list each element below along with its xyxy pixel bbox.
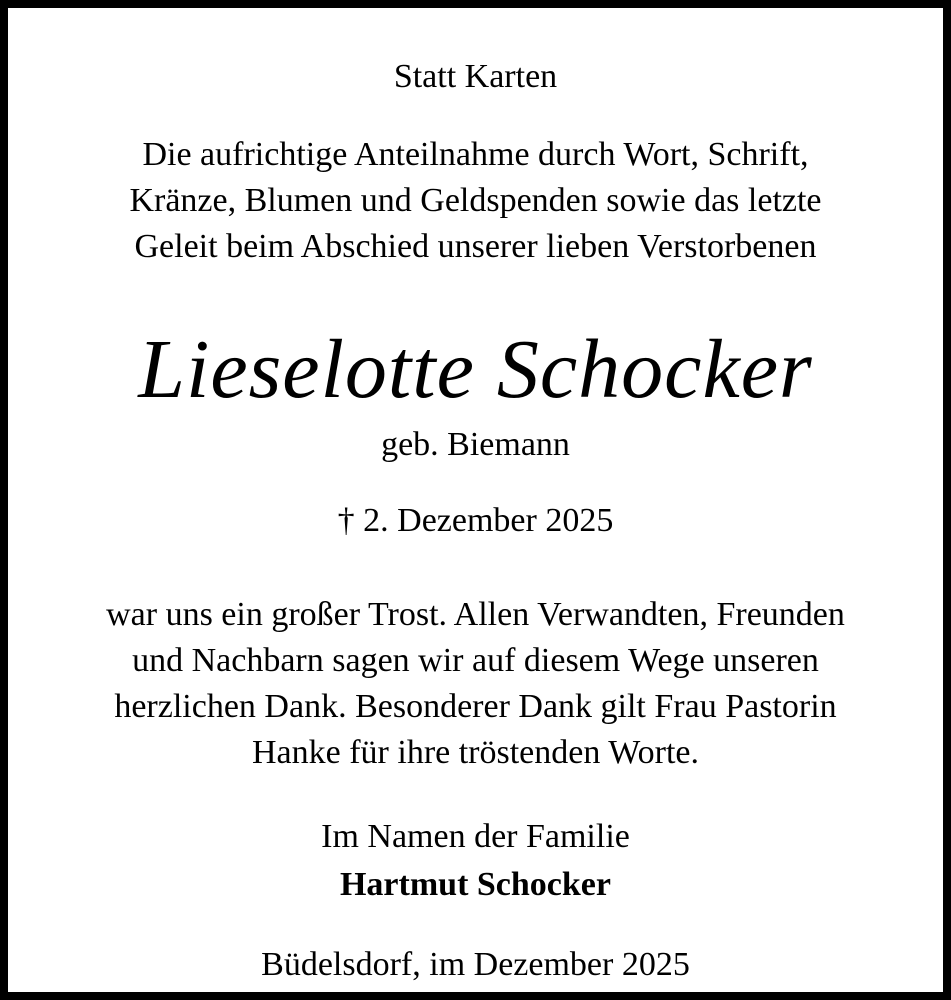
intro-line: Geleit beim Abschied unserer lieben Verstorbenen <box>134 228 817 265</box>
maiden-name: geb. Biemann <box>381 426 570 463</box>
thanks-line: herzlichen Dank. Besonderer Dank gilt Frau Pastorin <box>114 688 837 725</box>
place-date: Büdelsdorf, im Dezember 2025 <box>261 946 690 983</box>
notice-heading: Statt Karten <box>393 58 558 95</box>
family-line: Im Namen der Familie <box>321 818 630 855</box>
intro-line: Die aufrichtige Anteilnahme durch Wort, Schrift, <box>142 136 809 173</box>
intro-line: Kränze, Blumen und Geldspenden sowie das letzte <box>129 182 822 219</box>
deceased-name: Lieselotte Schocker <box>138 323 813 416</box>
signer-name: Hartmut Schocker <box>339 866 611 903</box>
thanks-line: Hanke für ihre tröstenden Worte. <box>252 734 699 771</box>
death-date: † 2. Dezember 2025 <box>337 502 614 539</box>
thanks-text <box>8 592 943 776</box>
thanks-line: und Nachbarn sagen wir auf diesem Wege unseren <box>132 642 819 679</box>
thanks-line: war uns ein großer Trost. Allen Verwandten, Freunden <box>106 596 845 633</box>
intro-text <box>8 132 943 270</box>
